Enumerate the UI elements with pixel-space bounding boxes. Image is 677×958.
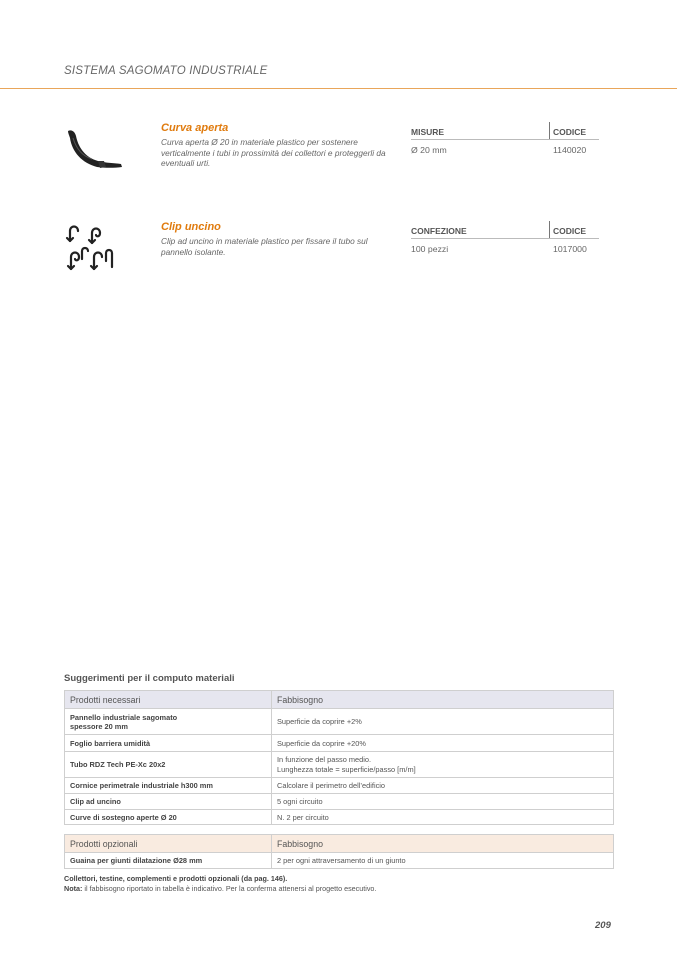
product-description: Curva aperta Ø 20 in materiale plastico per sostenere verticalmente i tubi in prossimità dei collettori e proteggerli da eventuali urti.: [161, 137, 386, 168]
spec-col1-header: MISURE: [411, 127, 445, 137]
row-product: Tubo RDZ Tech PE-Xc 20x2: [65, 752, 272, 778]
header-product: Prodotti necessari: [65, 691, 272, 709]
curved-bend-support-icon: [62, 126, 126, 177]
header-rule: [0, 88, 677, 89]
table-row: [65, 853, 614, 869]
row-product: Foglio barriera umidità: [65, 735, 272, 752]
spec-col1-value: Ø 20 mm: [411, 145, 447, 155]
table-row: [65, 735, 614, 752]
header-need: Fabbisogno: [272, 835, 614, 853]
row-need: 2 per ogni attraversamento di un giunto: [272, 853, 614, 869]
table-row: [65, 794, 614, 810]
spec-col2-header: CODICE: [553, 226, 587, 236]
row-need: Superficie da coprire +2%: [272, 709, 614, 735]
spec-col2-header: CODICE: [553, 127, 587, 137]
row-product: Guaina per giunti dilatazione Ø28 mm: [65, 853, 272, 869]
spec-col1-header: CONFEZIONE: [411, 226, 467, 236]
row-need: In funzione del passo medio. Lunghezza totale = superficie/passo [m/m]: [272, 752, 614, 778]
row-product: Pannello industriale sagomato spessore 20 mm: [65, 709, 272, 735]
row-need: Calcolare il perimetro dell’edificio: [272, 778, 614, 794]
page-number: 209: [595, 920, 611, 931]
table-row: [65, 752, 614, 778]
row-product: Clip ad uncino: [65, 794, 272, 810]
row-product: Cornice perimetrale industriale h300 mm: [65, 778, 272, 794]
notes: [64, 874, 376, 894]
row-need: 5 ogni circuito: [272, 794, 614, 810]
table-row: [65, 810, 614, 825]
table-row: [65, 778, 614, 794]
note-label: Nota:: [64, 884, 83, 893]
notes-line1: Collettori, testine, complementi e prodotti opzionali (da pag. 146).: [64, 874, 288, 883]
hook-clips-icon: [62, 221, 120, 278]
table-header-row: [65, 835, 614, 853]
spec-table: [411, 122, 599, 156]
spec-table: [411, 221, 599, 255]
row-product: Curve di sostegno aperte Ø 20: [65, 810, 272, 825]
suggestions-title: Suggerimenti per il computo materiali: [64, 673, 235, 684]
spec-divider: [549, 122, 550, 139]
product-name: Curva aperta: [161, 122, 229, 134]
product-name: Clip uncino: [161, 221, 221, 233]
spec-divider: [549, 221, 550, 238]
required-products-table: [64, 690, 614, 825]
table-row: [65, 709, 614, 735]
header-product: Prodotti opzionali: [65, 835, 272, 853]
note-text: il fabbisogno riportato in tabella è indicativo. Per la conferma attenersi al progetto esecutivo.: [82, 884, 377, 893]
table-header-row: [65, 691, 614, 709]
product-description: Clip ad uncino in materiale plastico per fissare il tubo sul pannello isolante.: [161, 236, 368, 257]
row-need: N. 2 per circuito: [272, 810, 614, 825]
optional-products-table: [64, 834, 614, 869]
section-title: SISTEMA SAGOMATO INDUSTRIALE: [64, 65, 268, 77]
spec-col2-value: 1017000: [553, 244, 587, 254]
spec-col2-value: 1140020: [553, 145, 587, 155]
row-need: Superficie da coprire +20%: [272, 735, 614, 752]
header-need: Fabbisogno: [272, 691, 614, 709]
spec-col1-value: 100 pezzi: [411, 244, 449, 254]
